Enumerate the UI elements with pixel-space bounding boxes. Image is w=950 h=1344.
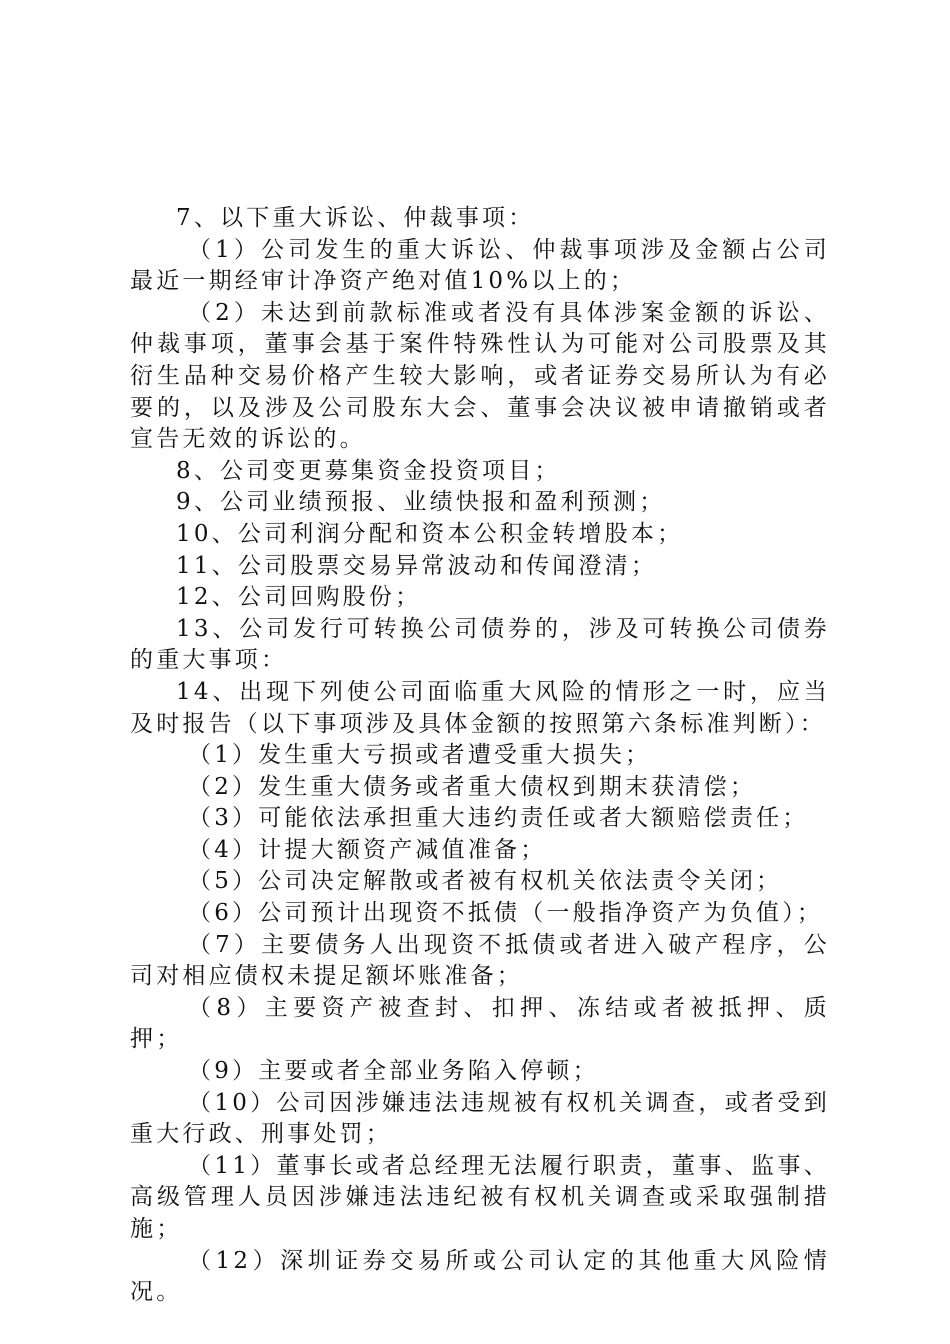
item-14-sub-11: （11）董事长或者总经理无法履行职责，董事、监事、高级管理人员因涉嫌违法违纪被有权机关调查或采取强制措施； bbox=[130, 1152, 830, 1242]
item-7-heading: 7、以下重大诉讼、仲裁事项： bbox=[176, 205, 535, 231]
item-12: 12、公司回购股份； bbox=[176, 584, 422, 611]
item-14-sub-12: （12）深圳证券交易所或公司认定的其他重大风险情况。 bbox=[130, 1247, 830, 1306]
item-14-sub-6: （6）公司预计出现资不抵债（一般指净资产为负值）； bbox=[188, 900, 824, 927]
document-body bbox=[130, 203, 830, 1309]
item-14-sub-2: （2）发生重大债务或者重大债权到期末获清偿； bbox=[188, 773, 757, 800]
item-9: 9、公司业绩预报、业绩快报和盈利预测； bbox=[176, 489, 666, 516]
item-14-sub-7: （7）主要债务人出现资不抵债或者进入破产程序，公司对相应债权未提足额坏账准备； bbox=[130, 931, 830, 990]
item-10: 10、公司利润分配和资本公积金转增股本； bbox=[176, 520, 684, 547]
item-14-sub-5: （5）公司决定解散或者被有权机关依法责令关闭； bbox=[188, 868, 783, 895]
item-11: 11、公司股票交易异常波动和传闻澄清； bbox=[176, 552, 658, 579]
item-14-sub-4: （4）计提大额资产减值准备； bbox=[188, 836, 547, 863]
item-7-sub-2: （2）未达到前款标准或者没有具体涉案金额的诉讼、仲裁事项，董事会基于案件特殊性认为可能对公司股票及其衍生品种交易价格产生较大影响，或者证券交易所认为有必要的，以及涉及公司股东大会、董事会决议被申请撤销或者宣告无效的诉讼的。 bbox=[130, 299, 830, 453]
item-8: 8、公司变更募集资金投资项目； bbox=[176, 457, 561, 484]
item-14-sub-8: （8）主要资产被查封、扣押、冻结或者被抵押、质押； bbox=[130, 994, 830, 1053]
item-14-heading: 14、出现下列使公司面临重大风险的情形之一时，应当及时报告（以下事项涉及具体金额的按照第六条标准判断）： bbox=[130, 678, 830, 737]
item-14-sub-1: （1）发生重大亏损或者遭受重大损失； bbox=[188, 742, 652, 769]
item-14-sub-10: （10）公司因涉嫌违法违规被有权机关调查，或者受到重大行政、刑事处罚； bbox=[130, 1089, 830, 1148]
item-13: 13、公司发行可转换公司债券的，涉及可转换公司债券的重大事项： bbox=[130, 615, 830, 674]
item-14-sub-3: （3）可能依法承担重大违约责任或者大额赔偿责任； bbox=[188, 805, 809, 832]
item-7-sub-1: （1）公司发生的重大诉讼、仲裁事项涉及金额占公司最近一期经审计净资产绝对值10%以上的； bbox=[130, 236, 830, 295]
item-14-sub-9: （9）主要或者全部业务陷入停顿； bbox=[188, 1058, 599, 1085]
